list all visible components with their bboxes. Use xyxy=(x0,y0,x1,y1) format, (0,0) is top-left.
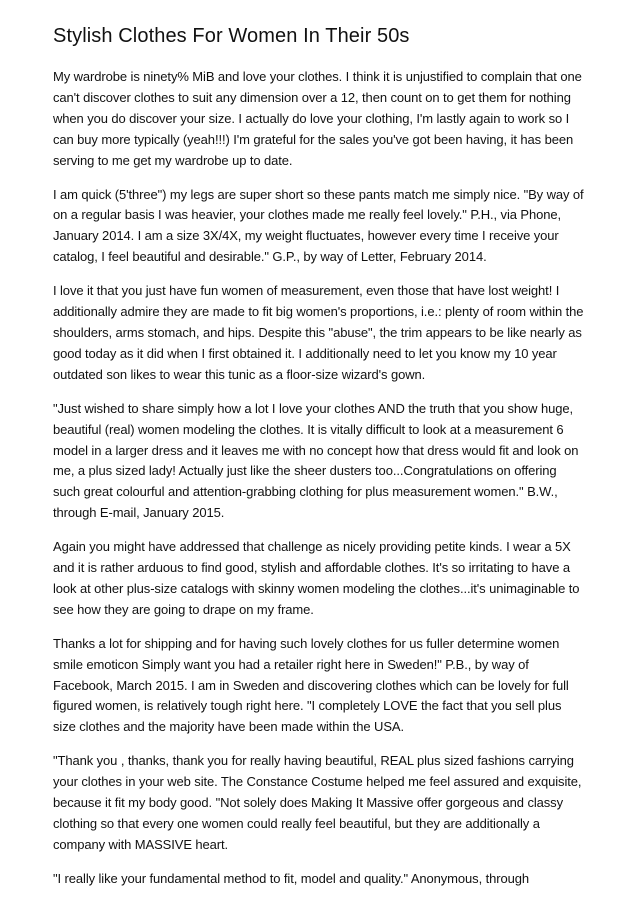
paragraph-6: Thanks a lot for shipping and for having such lovely clothes for us fuller determine women smile emoticon Simply want you had a retailer right here in Sweden!" P.B., by way of Facebook, March 2015. I am in Sweden and discovering clothes which can be lovely for full figured women, is relatively tough right here. "I completely LOVE the fact that you sell plus size clothes and the majority have been made within the USA. xyxy=(53,635,569,735)
paragraph-1: My wardrobe is ninety% MiB and love your clothes. I think it is unjustified to complain that one can't discover clothes to suit any dimension over a 12, then count on to get them for nothing when you do discover your size. I actually do love your clothing, I'm lastly again to work so I can buy more typically (yeah!!!) I'm grateful for the sales you've got been having, it has been serving to me get my wardrobe up to date. xyxy=(53,69,582,168)
paragraph-2: I am quick (5'three") my legs are super short so these pants match me simply nice. "By way of on a regular basis I was heavier, your clothes made me really feel lovely." P.H., via Phone, January 2014. I am a size 3X/4X, my weight fluctuates, however every time I receive your catalog, I feel beautiful and desirable." G.P., by way of Letter, February 2014. xyxy=(53,186,584,265)
document-body xyxy=(53,67,587,890)
document-page xyxy=(53,24,587,890)
paragraph-3: I love it that you just have fun women of measurement, even those that have lost weight! I additionally admire they are made to fit big women's proportions, i.e.: plenty of room within the shoulders, arms stomach, and hips. Despite this "abuse", the trim appears to be like nearly as good today as it did when I first obtained it. I additionally need to let you know my 10 year outdated son likes to wear this tunic as a floor-size wizard's gown. xyxy=(53,283,584,382)
paragraph-8: "I really like your fundamental method to fit, model and quality." Anonymous, through xyxy=(53,870,529,886)
paragraph-4: "Just wished to share simply how a lot I love your clothes AND the truth that you show huge, beautiful (real) women modeling the clothes. It is vitally difficult to look at a measurement 6 model in a larger dress and it leaves me with no concept how that dress would fit and look on me, a plus sized lady! Actually just like the sheer dusters too...Congratulations on offering such great colourful and attention-grabbing clothing for plus measurement women." B.W., through E-mail, January 2015. xyxy=(53,400,579,521)
document-title: Stylish Clothes For Women In Their 50s xyxy=(53,25,410,47)
paragraph-5: Again you might have addressed that challenge as nicely providing petite kinds. I wear a 5X and it is rather arduous to find good, stylish and affordable clothes. It's so irritating to have a look at other plus-size catalogs with skinny women modeling the clothes...it's unimaginable to see how they are going to drape on my frame. xyxy=(53,539,580,617)
paragraph-7: "Thank you , thanks, thank you for really having beautiful, REAL plus sized fashions carrying your clothes in your web site. The Constance Costume helped me feel assured and exquisite, because it fit my body good. "Not solely does Making It Massive offer gorgeous and classy clothing so that every one women could really feel beautiful, but they are additionally a company with MASSIVE heart. xyxy=(53,753,582,852)
